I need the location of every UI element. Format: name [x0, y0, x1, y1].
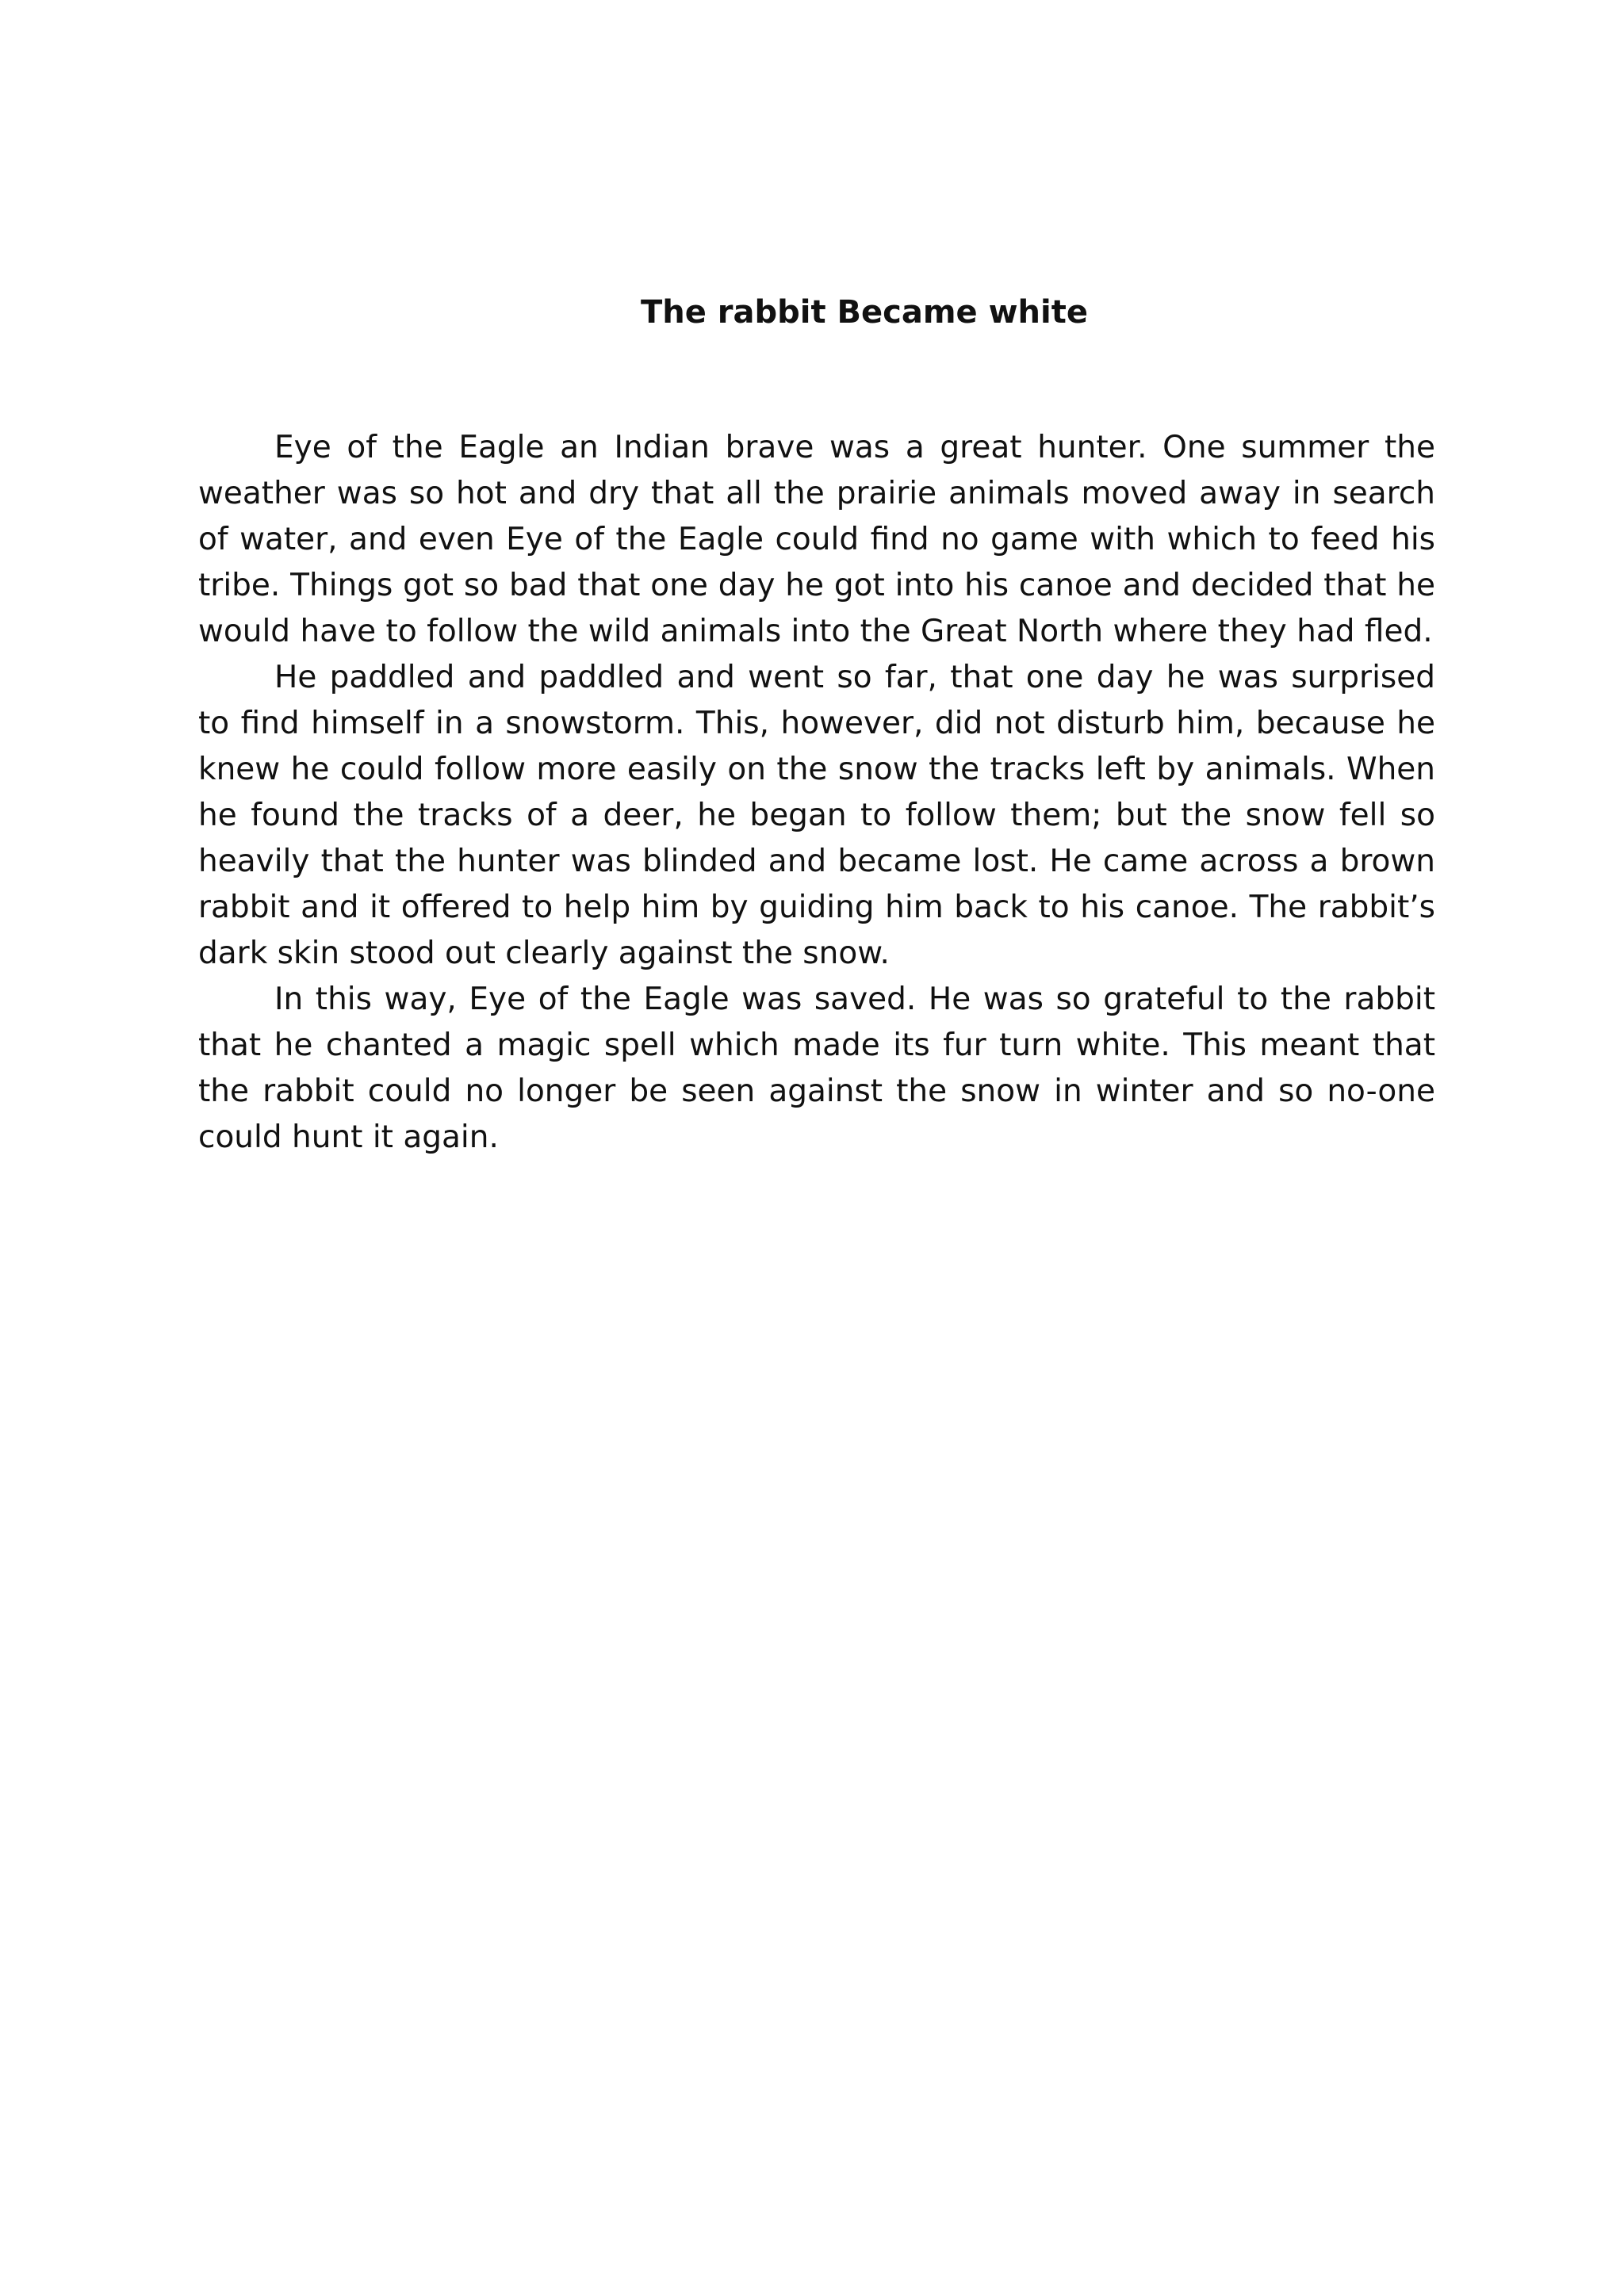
paragraph-1: Eye of the Eagle an Indian brave was a great hunter. One summer the weather was so hot and dry that all the prairie animals moved away in search of water, and even Eye of the Eagle could find no game with which to feed his tribe. Things got so bad that one day he got into his canoe and decided that he would have to follow the wild animals into the Great North where they had fled. [198, 430, 1435, 649]
paragraph-2: He paddled and paddled and went so far, that one day he was surprised to find himself in a snowstorm. This, however, did not disturb him, because he knew he could follow more easily on the snow the tracks left by animals. When he found the tracks of a deer, he began to follow them; but the snow fell so heavily that the hunter was blinded and became lost. He came across a brown rabbit and it offered to help him by guiding him back to his canoe. The rabbit’s dark skin stood out clearly against the snow. [198, 660, 1435, 971]
document-body [198, 425, 1435, 1161]
document-title: The rabbit Became white [640, 294, 1088, 331]
paragraph-3: In this way, Eye of the Eagle was saved. He was so grateful to the rabbit that he chanted a magic spell which made its fur turn white. This meant that the rabbit could no longer be seen against the snow in winter and so no-one could hunt it again. [198, 982, 1435, 1155]
